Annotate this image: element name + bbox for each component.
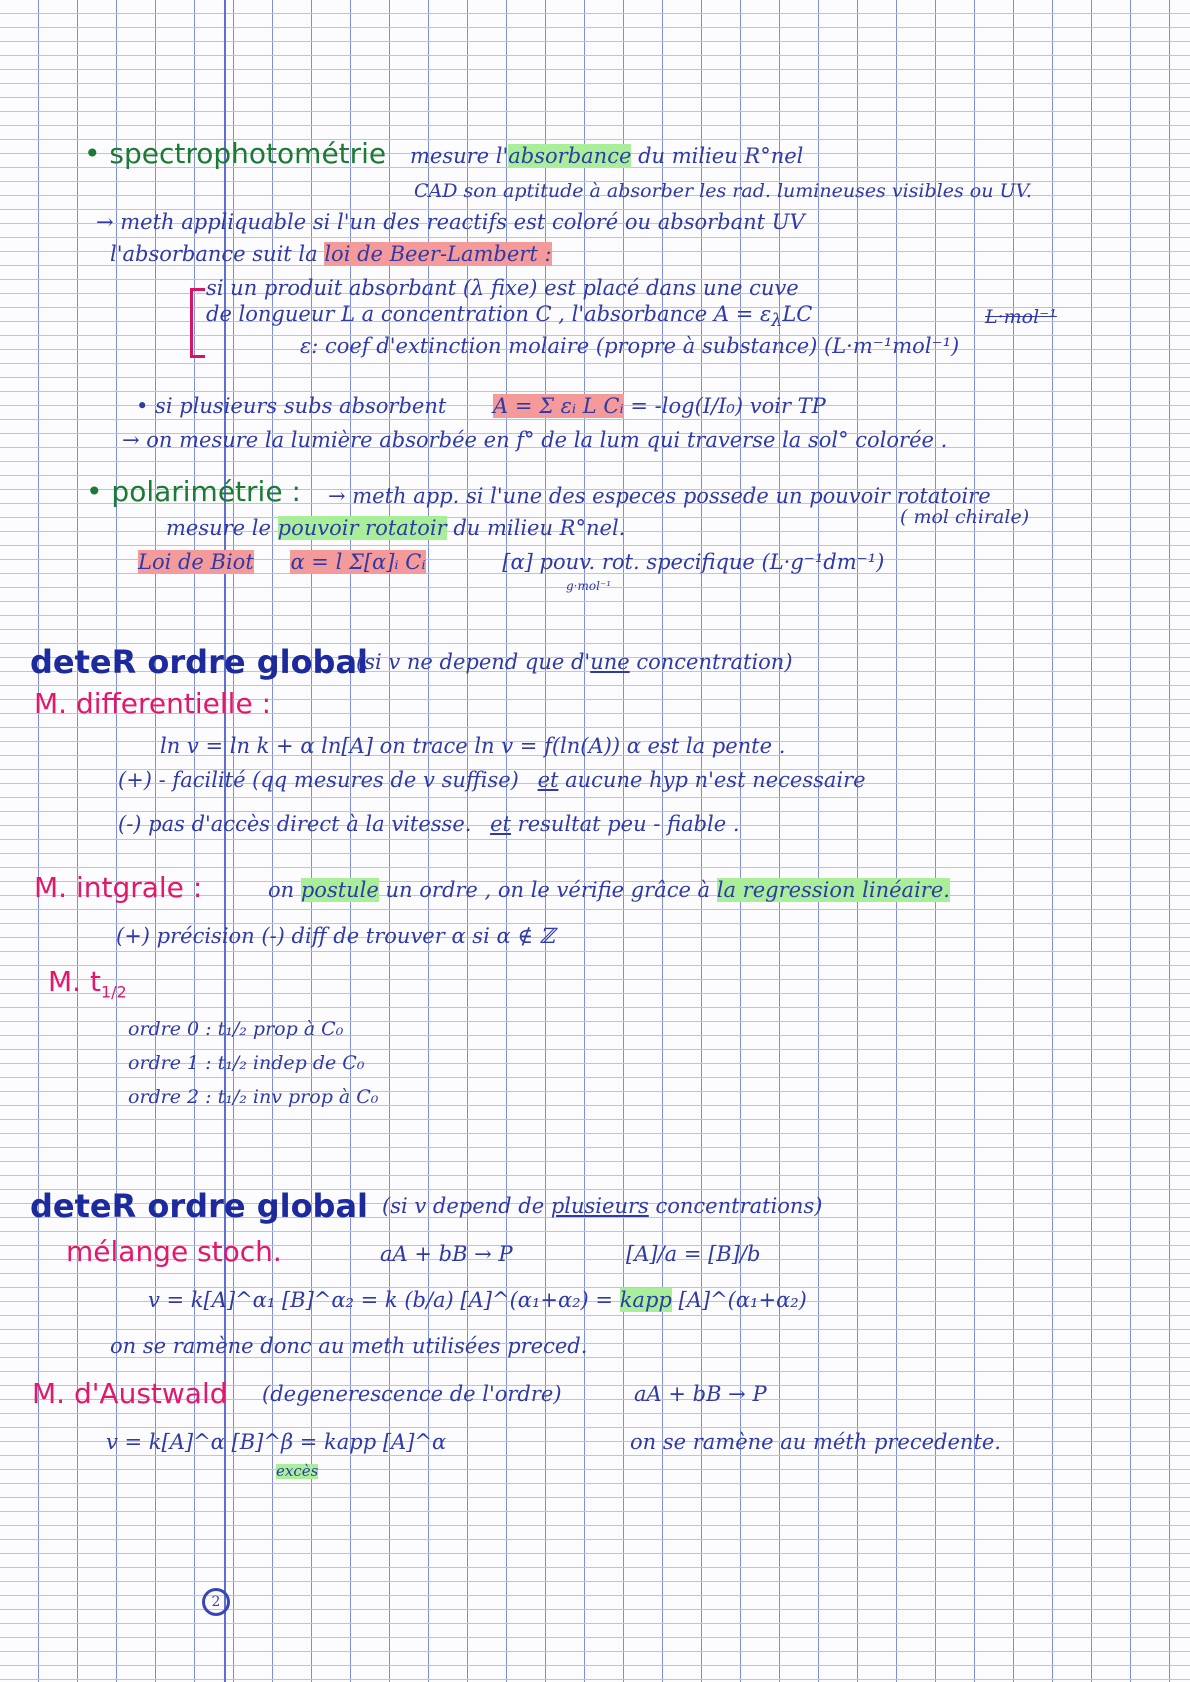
global2-note-end: concentrations) <box>655 1194 823 1218</box>
lambda-subscript: λ <box>771 311 783 332</box>
int-line1-text: on <box>268 878 295 902</box>
spectro-line4 <box>110 244 552 265</box>
stoch-ratio: [A]/a = [B]/b <box>626 1242 761 1266</box>
page-number-icon: 2 <box>202 1588 230 1616</box>
diff-line3-end: resultat peu - fiable . <box>517 812 740 836</box>
polari-line2-text: mesure le <box>166 516 271 540</box>
sum-absorbance-highlight: A = Σ εᵢ L Cᵢ <box>493 394 624 418</box>
diff-line2-text: (+) - facilité (qq mesures de v suffise) <box>118 768 519 792</box>
spectro-heading: • spectrophotométrie <box>84 137 387 170</box>
stoch-rate <box>148 1290 807 1311</box>
global1-note-text: (si v ne depend que d' <box>356 650 591 674</box>
ostwald-title: M. d'Austwald <box>32 1377 228 1410</box>
polari-line3 <box>138 552 884 573</box>
polari-line3-end: [α] pouv. rot. specifique (L·g⁻¹dm⁻¹) <box>502 550 885 574</box>
global1-heading: deteR ordre global <box>30 643 369 681</box>
spectro-line6 <box>206 304 812 331</box>
polari-line2 <box>166 518 625 539</box>
half-life-title <box>48 965 127 1002</box>
stoch-title: mélange stoch. <box>66 1235 282 1268</box>
half-life-order0: ordre 0 : t₁/₂ prop à C₀ <box>128 1018 344 1040</box>
biot-unit: g·mol⁻¹ <box>566 579 612 593</box>
ostwald-note: (degenerescence de l'ordre) <box>262 1382 562 1406</box>
half-life-order2: ordre 2 : t₁/₂ inv prop à C₀ <box>128 1086 379 1108</box>
half-life-order1: ordre 1 : t₁/₂ indep de C₀ <box>128 1052 365 1074</box>
spectro-line4-text: l'absorbance suit la <box>110 242 318 266</box>
spectro-line1-text: mesure l' <box>410 144 509 168</box>
spectro-line3: → meth appliquable si l'un des reactifs est coloré ou absorbant UV <box>96 210 805 234</box>
spectro-line8-text: • si plusieurs subs absorbent <box>136 394 447 418</box>
spectro-line8 <box>136 396 826 417</box>
diff-line2-underlined: et <box>537 768 559 792</box>
chiral-note: ( mol chirale) <box>900 506 1030 528</box>
global2-heading: deteR ordre global <box>30 1187 369 1225</box>
spectro-line2: CAD son aptitude à absorber les rad. lumineuses visibles ou UV. <box>414 180 1032 202</box>
spectro-line1 <box>410 146 803 167</box>
global2-note <box>382 1196 822 1217</box>
diff-line2-end: aucune hyp n'est necessaire <box>565 768 866 792</box>
int-title: M. intgrale : <box>34 871 203 904</box>
ostwald-rate: v = k[A]^α [B]^β = kapp [A]^α <box>106 1430 447 1454</box>
definition-bracket <box>190 288 205 358</box>
stoch-equation: aA + bB → P <box>380 1242 513 1266</box>
polari-line1: → meth app. si l'une des especes possede un pouvoir rotatoire <box>328 484 991 508</box>
half-life-title-text: M. t <box>48 965 101 998</box>
spectro-line1-end: du milieu R°nel <box>631 144 804 168</box>
polari-line2-end: du milieu R°nel. <box>453 516 626 540</box>
diff-title: M. differentielle : <box>34 687 272 720</box>
beer-lambert-formula: de longueur L a concentration C , l'absorbance A = ε <box>206 302 772 326</box>
global1-note <box>356 652 793 673</box>
struck-unit: L·mol⁻¹ <box>985 306 1057 328</box>
int-line2: (+) précision (-) diff de trouver α si α ∉ ℤ <box>116 924 555 948</box>
regression-highlight: la regression linéaire. <box>716 878 950 902</box>
excess-highlight: excès <box>276 1462 319 1480</box>
global2-note-text: (si v depend de <box>382 1194 545 1218</box>
ostwald-equation: aA + bB → P <box>634 1382 767 1406</box>
global1-note-end: concentration) <box>629 650 793 674</box>
int-line1-middle: un ordre , on le vérifie grâce à <box>385 878 711 902</box>
biot-formula-highlight: α = l Σ[α]ᵢ Cᵢ <box>290 550 426 574</box>
absorbance-highlight: absorbance <box>508 144 632 168</box>
ostwald-end: on se ramène au méth precedente. <box>630 1430 1001 1454</box>
int-line1 <box>268 880 950 901</box>
diff-line3-underlined: et <box>490 812 511 836</box>
loi-de-biot-highlight: Loi de Biot <box>138 550 254 574</box>
spectro-line8-end: = -log(I/I₀) voir TP <box>630 394 826 418</box>
stoch-rate-end: [A]^(α₁+α₂) <box>678 1288 807 1312</box>
polari-heading: • polarimétrie : <box>86 475 301 508</box>
diff-line3 <box>118 814 740 835</box>
global1-note-underlined: une <box>590 650 630 674</box>
diff-line3-text: (-) pas d'accès direct à la vitesse. <box>118 812 472 836</box>
kapp-highlight: kapp <box>619 1288 672 1312</box>
spectro-line7: ε: coef d'extinction molaire (propre à substance) (L·m⁻¹mol⁻¹) <box>300 334 960 358</box>
diff-line2 <box>118 770 866 791</box>
beer-lambert-formula-end: LC <box>782 302 813 326</box>
diff-line1: ln v = ln k + α ln[A] on trace ln v = f(ln(A)) α est la pente . <box>160 734 786 758</box>
pouvoir-rotatoire-highlight: pouvoir rotatoir <box>277 516 447 540</box>
beer-lambert-highlight: loi de Beer-Lambert : <box>324 242 552 266</box>
postule-highlight: postule <box>300 878 379 902</box>
stoch-line2: on se ramène donc au meth utilisées preced. <box>110 1334 588 1358</box>
half-life-subscript: 1/2 <box>100 982 127 1002</box>
global2-note-underlined: plusieurs <box>550 1194 649 1218</box>
spectro-line9: → on mesure la lumière absorbée en f° de la lum qui traverse la sol° colorée . <box>122 428 948 452</box>
spectro-line5: si un produit absorbant (λ fixe) est placé dans une cuve <box>206 276 799 300</box>
stoch-rate-text: v = k[A]^α₁ [B]^α₂ = k (b/a) [A]^(α₁+α₂) = <box>148 1288 614 1312</box>
